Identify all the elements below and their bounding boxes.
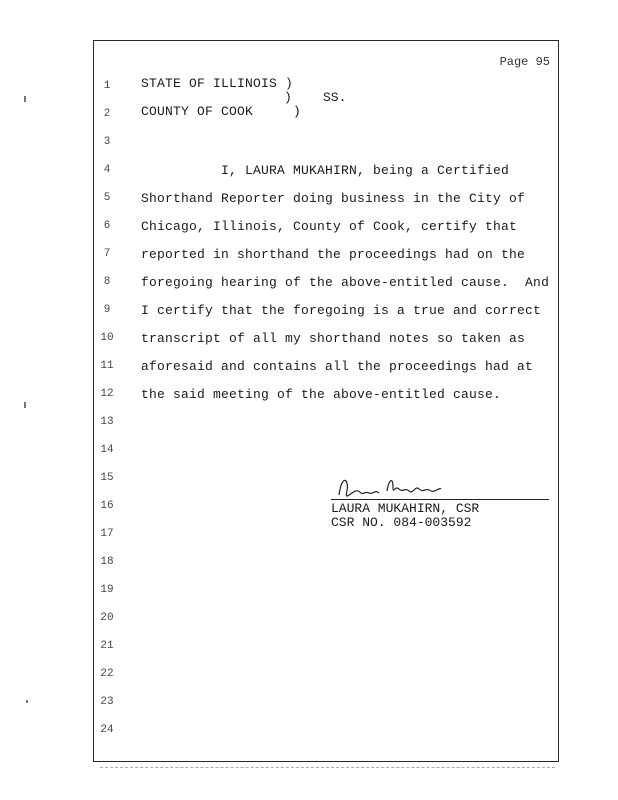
scan-margin-mark: [24, 96, 26, 102]
transcript-line-text: reported in shorthand the proceedings had on the: [141, 247, 526, 262]
line-number: 7: [103, 248, 111, 260]
line-number: 11: [100, 360, 114, 372]
line-number: 22: [100, 668, 114, 680]
line-number: 14: [100, 444, 114, 456]
scan-bottom-edge: [100, 767, 555, 770]
line-number: 18: [100, 556, 114, 568]
line-number: 15: [100, 472, 114, 484]
line-number: 19: [100, 584, 114, 596]
caption-state: STATE OF ILLINOIS ): [141, 76, 294, 91]
line-number: 8: [103, 276, 111, 288]
line-number: 5: [103, 192, 111, 204]
scan-margin-mark: [26, 700, 28, 703]
line-number: 2: [103, 108, 111, 120]
transcript-page: [93, 40, 559, 762]
caption-ss: ) SS.: [284, 90, 347, 105]
line-number: 6: [103, 220, 111, 232]
line-number: 23: [100, 696, 114, 708]
line-number: 3: [103, 136, 111, 148]
transcript-line-text: I, LAURA MUKAHIRN, being a Certified: [141, 163, 510, 178]
scan-margin-mark: [24, 402, 26, 408]
line-number: 4: [103, 164, 111, 176]
line-number: 24: [100, 724, 114, 736]
reporter-name: LAURA MUKAHIRN, CSR: [331, 501, 480, 516]
line-number: 12: [100, 388, 114, 400]
line-number: 21: [100, 640, 114, 652]
line-number: 13: [100, 416, 114, 428]
line-number: 1: [103, 80, 111, 92]
transcript-line-text: Chicago, Illinois, County of Cook, certify that: [141, 219, 518, 234]
signature-line: [331, 499, 549, 500]
line-number: 17: [100, 528, 114, 540]
line-number: 20: [100, 612, 114, 624]
transcript-line-text: Shorthand Reporter doing business in the City of: [141, 191, 526, 206]
line-number: 16: [100, 500, 114, 512]
page-number: Page 95: [499, 55, 550, 69]
transcript-line-text: foregoing hearing of the above-entitled cause. And: [141, 275, 550, 290]
transcript-line-text: the said meeting of the above-entitled cause.: [141, 387, 502, 402]
reporter-csr-number: CSR NO. 084-003592: [331, 515, 472, 530]
transcript-line-text: aforesaid and contains all the proceedings had at: [141, 359, 534, 374]
caption-county: COUNTY OF COOK ): [141, 104, 302, 119]
line-number: 9: [103, 304, 111, 316]
line-number: 10: [100, 332, 114, 344]
transcript-line-text: I certify that the foregoing is a true and correct: [141, 303, 542, 318]
transcript-line-text: transcript of all my shorthand notes so taken as: [141, 331, 526, 346]
